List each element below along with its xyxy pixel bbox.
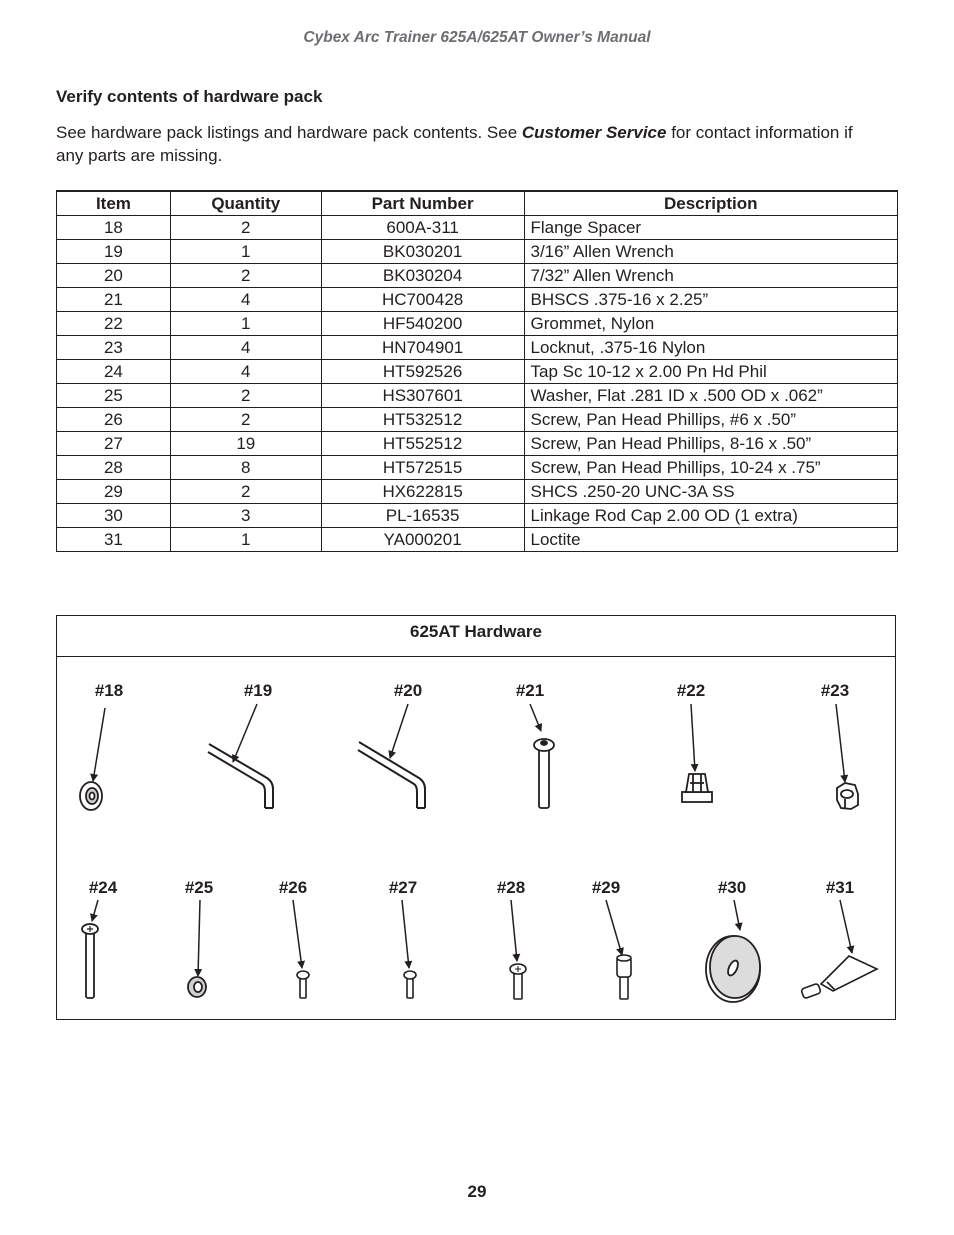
description-cell: Locknut, .375-16 Nylon <box>524 336 898 360</box>
flange-spacer-illustration <box>80 782 102 810</box>
quantity-cell: 2 <box>170 264 321 288</box>
quantity-cell: 4 <box>170 288 321 312</box>
linkage-rod-cap-illustration <box>706 936 760 1002</box>
description-cell: Screw, Pan Head Phillips, #6 x .50” <box>524 408 898 432</box>
part-number-cell: HX622815 <box>321 480 524 504</box>
part-number-cell: HN704901 <box>321 336 524 360</box>
item-cell: 31 <box>57 528 171 552</box>
description-cell: BHSCS .375-16 x 2.25” <box>524 288 898 312</box>
part-number-cell: BK030204 <box>321 264 524 288</box>
table-row <box>57 216 898 240</box>
item-cell: 30 <box>57 504 171 528</box>
description-cell: SHCS .250-20 UNC-3A SS <box>524 480 898 504</box>
item-cell: 23 <box>57 336 171 360</box>
hardware-label-18: #18 <box>94 681 124 700</box>
hardware-label-31: #31 <box>825 878 855 897</box>
pan-head-screw-6-illustration <box>297 971 309 998</box>
intro-text-before: See hardware pack listings and hardware pack contents. See <box>56 123 522 142</box>
column-header: Description <box>524 191 898 216</box>
running-header: Cybex Arc Trainer 625A/625AT Owner’s Manual <box>303 29 651 46</box>
description-cell: 7/32” Allen Wrench <box>524 264 898 288</box>
item-cell: 28 <box>57 456 171 480</box>
table-row <box>57 408 898 432</box>
shcs-illustration <box>617 955 631 999</box>
item-cell: 26 <box>57 408 171 432</box>
column-header: Item <box>57 191 171 216</box>
quantity-cell: 19 <box>170 432 321 456</box>
section-heading: Verify contents of hardware pack <box>56 87 323 106</box>
part-number-cell: BK030201 <box>321 240 524 264</box>
item-cell: 25 <box>57 384 171 408</box>
hardware-label-26: #26 <box>278 878 308 897</box>
hardware-label-19: #19 <box>243 681 273 700</box>
bhscs-illustration <box>534 739 554 808</box>
hardware-label-21: #21 <box>515 681 545 700</box>
column-header: Part Number <box>321 191 524 216</box>
table-row <box>57 312 898 336</box>
intro-text-after: for contact information if any parts are missing. <box>56 123 853 165</box>
tap-screw-illustration <box>82 924 98 998</box>
quantity-cell: 1 <box>170 240 321 264</box>
pan-head-screw-8-illustration <box>404 971 416 998</box>
description-cell: Screw, Pan Head Phillips, 8-16 x .50” <box>524 432 898 456</box>
item-cell: 24 <box>57 360 171 384</box>
description-cell: Flange Spacer <box>524 216 898 240</box>
quantity-cell: 2 <box>170 384 321 408</box>
table-row <box>57 528 898 552</box>
quantity-cell: 2 <box>170 216 321 240</box>
hardware-label-28: #28 <box>496 878 526 897</box>
customer-service-reference: Customer Service <box>521 123 667 142</box>
grommet-illustration <box>682 774 712 802</box>
part-number-cell: 600A-311 <box>321 216 524 240</box>
hardware-label-20: #20 <box>393 681 423 700</box>
hardware-illustrations <box>57 616 895 1019</box>
quantity-cell: 8 <box>170 456 321 480</box>
part-number-cell: PL-16535 <box>321 504 524 528</box>
loctite-tube-illustration <box>801 956 877 999</box>
item-cell: 21 <box>57 288 171 312</box>
intro-paragraph <box>56 121 876 167</box>
item-cell: 18 <box>57 216 171 240</box>
description-cell: Washer, Flat .281 ID x .500 OD x .062” <box>524 384 898 408</box>
flat-washer-illustration <box>188 977 206 997</box>
item-cell: 20 <box>57 264 171 288</box>
quantity-cell: 1 <box>170 528 321 552</box>
hardware-label-29: #29 <box>591 878 621 897</box>
quantity-cell: 2 <box>170 408 321 432</box>
pan-head-screw-10-illustration <box>510 964 526 999</box>
hardware-label-27: #27 <box>388 878 418 897</box>
part-number-cell: HS307601 <box>321 384 524 408</box>
table-row <box>57 432 898 456</box>
table-row <box>57 384 898 408</box>
item-cell: 22 <box>57 312 171 336</box>
locknut-illustration <box>837 783 858 809</box>
table-row <box>57 288 898 312</box>
part-number-cell: HT532512 <box>321 408 524 432</box>
column-header: Quantity <box>170 191 321 216</box>
description-cell: Grommet, Nylon <box>524 312 898 336</box>
description-cell: Screw, Pan Head Phillips, 10-24 x .75” <box>524 456 898 480</box>
item-cell: 29 <box>57 480 171 504</box>
hardware-label-23: #23 <box>820 681 850 700</box>
quantity-cell: 2 <box>170 480 321 504</box>
hardware-figure <box>56 615 896 1020</box>
quantity-cell: 4 <box>170 336 321 360</box>
table-row <box>57 456 898 480</box>
table-row <box>57 360 898 384</box>
hardware-label-25: #25 <box>184 878 214 897</box>
hardware-label-30: #30 <box>717 878 747 897</box>
part-number-cell: HC700428 <box>321 288 524 312</box>
table-row <box>57 504 898 528</box>
quantity-cell: 1 <box>170 312 321 336</box>
table-header-row <box>57 191 898 216</box>
item-cell: 19 <box>57 240 171 264</box>
hardware-label-22: #22 <box>676 681 706 700</box>
description-cell: Tap Sc 10-12 x 2.00 Pn Hd Phil <box>524 360 898 384</box>
description-cell: 3/16” Allen Wrench <box>524 240 898 264</box>
table-row <box>57 336 898 360</box>
quantity-cell: 4 <box>170 360 321 384</box>
hardware-figure-title: 625AT Hardware <box>57 616 895 657</box>
description-cell: Loctite <box>524 528 898 552</box>
part-number-cell: HF540200 <box>321 312 524 336</box>
page-number: 29 <box>467 1182 487 1201</box>
part-number-cell: YA000201 <box>321 528 524 552</box>
table-row <box>57 480 898 504</box>
hardware-label-24: #24 <box>88 878 118 897</box>
part-number-cell: HT552512 <box>321 432 524 456</box>
allen-wrench-small-illustration <box>208 744 273 808</box>
description-cell: Linkage Rod Cap 2.00 OD (1 extra) <box>524 504 898 528</box>
item-cell: 27 <box>57 432 171 456</box>
table-row <box>57 264 898 288</box>
quantity-cell: 3 <box>170 504 321 528</box>
part-number-cell: HT572515 <box>321 456 524 480</box>
part-number-cell: HT592526 <box>321 360 524 384</box>
hardware-parts-table <box>56 190 898 552</box>
table-row <box>57 240 898 264</box>
